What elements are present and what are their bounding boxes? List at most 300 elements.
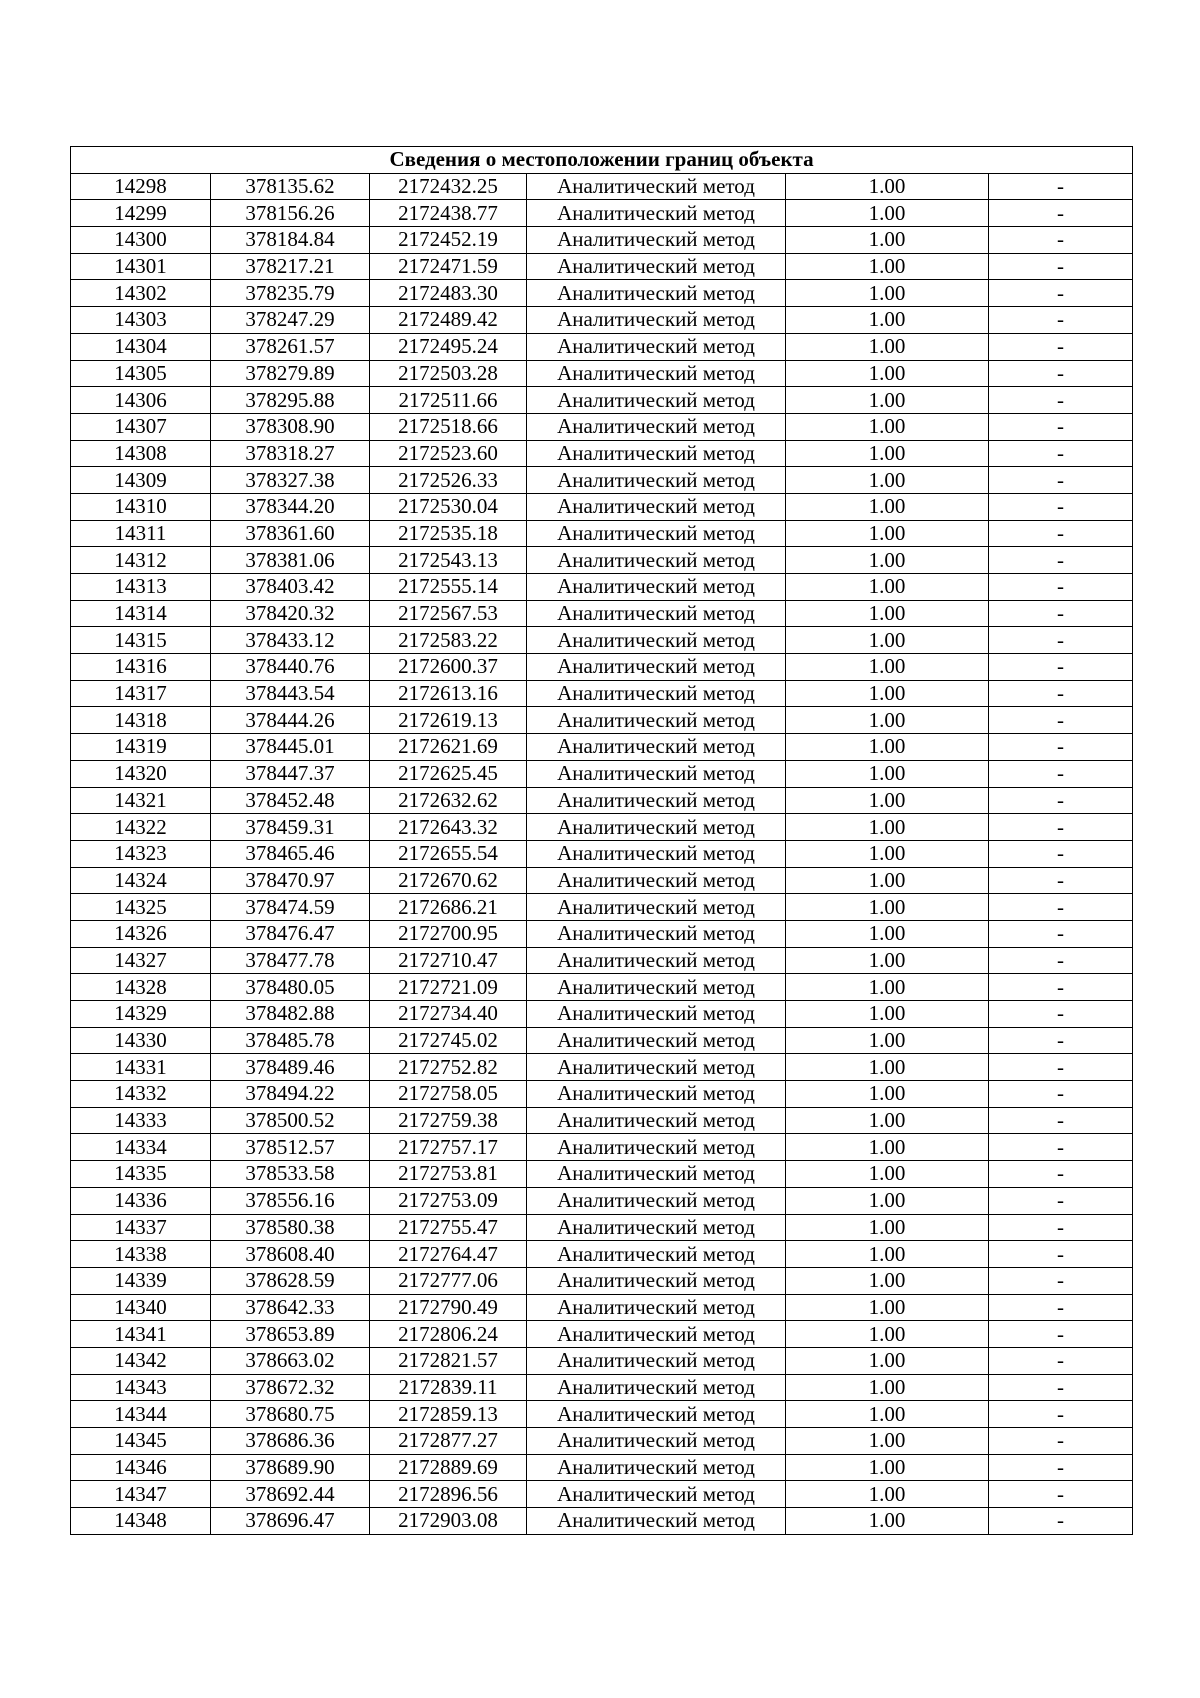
y-coordinate-cell: 2172655.54 <box>370 840 527 867</box>
table-row <box>71 1107 1133 1134</box>
description-cell: - <box>989 894 1133 921</box>
x-coordinate-cell: 378485.78 <box>211 1027 370 1054</box>
description-cell: - <box>989 1081 1133 1108</box>
method-cell: Аналитический метод <box>527 173 786 200</box>
accuracy-cell: 1.00 <box>786 1241 989 1268</box>
x-coordinate-cell: 378247.29 <box>211 307 370 334</box>
x-coordinate-cell: 378420.32 <box>211 600 370 627</box>
accuracy-cell: 1.00 <box>786 333 989 360</box>
description-cell: - <box>989 253 1133 280</box>
accuracy-cell: 1.00 <box>786 1107 989 1134</box>
point-number-cell: 14323 <box>71 840 211 867</box>
accuracy-cell: 1.00 <box>786 680 989 707</box>
table-row <box>71 520 1133 547</box>
description-cell: - <box>989 1508 1133 1535</box>
method-cell: Аналитический метод <box>527 307 786 334</box>
point-number-cell: 14341 <box>71 1321 211 1348</box>
y-coordinate-cell: 2172758.05 <box>370 1081 527 1108</box>
y-coordinate-cell: 2172625.45 <box>370 760 527 787</box>
y-coordinate-cell: 2172755.47 <box>370 1214 527 1241</box>
y-coordinate-cell: 2172764.47 <box>370 1241 527 1268</box>
method-cell: Аналитический метод <box>527 227 786 254</box>
method-cell: Аналитический метод <box>527 1374 786 1401</box>
description-cell: - <box>989 707 1133 734</box>
description-cell: - <box>989 867 1133 894</box>
description-cell: - <box>989 227 1133 254</box>
description-cell: - <box>989 627 1133 654</box>
x-coordinate-cell: 378295.88 <box>211 387 370 414</box>
description-cell: - <box>989 1001 1133 1028</box>
x-coordinate-cell: 378465.46 <box>211 840 370 867</box>
method-cell: Аналитический метод <box>527 574 786 601</box>
table-row <box>71 760 1133 787</box>
document-page <box>70 146 1132 1535</box>
x-coordinate-cell: 378494.22 <box>211 1081 370 1108</box>
point-number-cell: 14344 <box>71 1401 211 1428</box>
accuracy-cell: 1.00 <box>786 1508 989 1535</box>
description-cell: - <box>989 1454 1133 1481</box>
x-coordinate-cell: 378672.32 <box>211 1374 370 1401</box>
y-coordinate-cell: 2172543.13 <box>370 547 527 574</box>
method-cell: Аналитический метод <box>527 627 786 654</box>
accuracy-cell: 1.00 <box>786 1294 989 1321</box>
table-row <box>71 627 1133 654</box>
method-cell: Аналитический метод <box>527 1428 786 1455</box>
point-number-cell: 14305 <box>71 360 211 387</box>
table-row <box>71 1321 1133 1348</box>
point-number-cell: 14311 <box>71 520 211 547</box>
description-cell: - <box>989 814 1133 841</box>
x-coordinate-cell: 378381.06 <box>211 547 370 574</box>
description-cell: - <box>989 493 1133 520</box>
y-coordinate-cell: 2172790.49 <box>370 1294 527 1321</box>
method-cell: Аналитический метод <box>527 1481 786 1508</box>
accuracy-cell: 1.00 <box>786 1187 989 1214</box>
description-cell: - <box>989 200 1133 227</box>
x-coordinate-cell: 378327.38 <box>211 467 370 494</box>
description-cell: - <box>989 1401 1133 1428</box>
accuracy-cell: 1.00 <box>786 1321 989 1348</box>
point-number-cell: 14313 <box>71 574 211 601</box>
accuracy-cell: 1.00 <box>786 173 989 200</box>
point-number-cell: 14328 <box>71 974 211 1001</box>
table-row <box>71 654 1133 681</box>
y-coordinate-cell: 2172432.25 <box>370 173 527 200</box>
accuracy-cell: 1.00 <box>786 200 989 227</box>
y-coordinate-cell: 2172555.14 <box>370 574 527 601</box>
point-number-cell: 14315 <box>71 627 211 654</box>
x-coordinate-cell: 378489.46 <box>211 1054 370 1081</box>
point-number-cell: 14335 <box>71 1161 211 1188</box>
accuracy-cell: 1.00 <box>786 867 989 894</box>
y-coordinate-cell: 2172859.13 <box>370 1401 527 1428</box>
description-cell: - <box>989 1161 1133 1188</box>
x-coordinate-cell: 378663.02 <box>211 1347 370 1374</box>
x-coordinate-cell: 378500.52 <box>211 1107 370 1134</box>
description-cell: - <box>989 1107 1133 1134</box>
description-cell: - <box>989 333 1133 360</box>
point-number-cell: 14316 <box>71 654 211 681</box>
x-coordinate-cell: 378512.57 <box>211 1134 370 1161</box>
accuracy-cell: 1.00 <box>786 1001 989 1028</box>
method-cell: Аналитический метод <box>527 814 786 841</box>
accuracy-cell: 1.00 <box>786 1454 989 1481</box>
method-cell: Аналитический метод <box>527 947 786 974</box>
table-title-row <box>71 147 1133 174</box>
accuracy-cell: 1.00 <box>786 600 989 627</box>
x-coordinate-cell: 378692.44 <box>211 1481 370 1508</box>
point-number-cell: 14343 <box>71 1374 211 1401</box>
x-coordinate-cell: 378156.26 <box>211 200 370 227</box>
description-cell: - <box>989 654 1133 681</box>
accuracy-cell: 1.00 <box>786 894 989 921</box>
table-row <box>71 547 1133 574</box>
method-cell: Аналитический метод <box>527 1001 786 1028</box>
table-title: Сведения о местоположении границ объекта <box>71 147 1133 174</box>
method-cell: Аналитический метод <box>527 894 786 921</box>
method-cell: Аналитический метод <box>527 974 786 1001</box>
table-row <box>71 1374 1133 1401</box>
y-coordinate-cell: 2172483.30 <box>370 280 527 307</box>
method-cell: Аналитический метод <box>527 547 786 574</box>
description-cell: - <box>989 280 1133 307</box>
x-coordinate-cell: 378318.27 <box>211 440 370 467</box>
table-row <box>71 1401 1133 1428</box>
x-coordinate-cell: 378482.88 <box>211 1001 370 1028</box>
point-number-cell: 14306 <box>71 387 211 414</box>
x-coordinate-cell: 378235.79 <box>211 280 370 307</box>
table-row <box>71 1081 1133 1108</box>
method-cell: Аналитический метод <box>527 1081 786 1108</box>
y-coordinate-cell: 2172753.81 <box>370 1161 527 1188</box>
accuracy-cell: 1.00 <box>786 1214 989 1241</box>
point-number-cell: 14333 <box>71 1107 211 1134</box>
y-coordinate-cell: 2172438.77 <box>370 200 527 227</box>
x-coordinate-cell: 378433.12 <box>211 627 370 654</box>
description-cell: - <box>989 1214 1133 1241</box>
description-cell: - <box>989 387 1133 414</box>
description-cell: - <box>989 1481 1133 1508</box>
table-row <box>71 1054 1133 1081</box>
table-row <box>71 360 1133 387</box>
x-coordinate-cell: 378445.01 <box>211 734 370 761</box>
description-cell: - <box>989 1187 1133 1214</box>
y-coordinate-cell: 2172535.18 <box>370 520 527 547</box>
table-row <box>71 200 1133 227</box>
point-number-cell: 14308 <box>71 440 211 467</box>
y-coordinate-cell: 2172670.62 <box>370 867 527 894</box>
table-row <box>71 734 1133 761</box>
accuracy-cell: 1.00 <box>786 520 989 547</box>
accuracy-cell: 1.00 <box>786 574 989 601</box>
table-row <box>71 1161 1133 1188</box>
y-coordinate-cell: 2172583.22 <box>370 627 527 654</box>
table-row <box>71 974 1133 1001</box>
y-coordinate-cell: 2172567.53 <box>370 600 527 627</box>
method-cell: Аналитический метод <box>527 920 786 947</box>
table-row <box>71 440 1133 467</box>
accuracy-cell: 1.00 <box>786 840 989 867</box>
y-coordinate-cell: 2172686.21 <box>370 894 527 921</box>
point-number-cell: 14307 <box>71 413 211 440</box>
description-cell: - <box>989 600 1133 627</box>
method-cell: Аналитический метод <box>527 520 786 547</box>
method-cell: Аналитический метод <box>527 680 786 707</box>
y-coordinate-cell: 2172511.66 <box>370 387 527 414</box>
y-coordinate-cell: 2172643.32 <box>370 814 527 841</box>
accuracy-cell: 1.00 <box>786 547 989 574</box>
method-cell: Аналитический метод <box>527 600 786 627</box>
y-coordinate-cell: 2172752.82 <box>370 1054 527 1081</box>
method-cell: Аналитический метод <box>527 1187 786 1214</box>
y-coordinate-cell: 2172452.19 <box>370 227 527 254</box>
point-number-cell: 14331 <box>71 1054 211 1081</box>
table-row <box>71 1267 1133 1294</box>
description-cell: - <box>989 1347 1133 1374</box>
point-number-cell: 14345 <box>71 1428 211 1455</box>
point-number-cell: 14342 <box>71 1347 211 1374</box>
description-cell: - <box>989 1428 1133 1455</box>
x-coordinate-cell: 378642.33 <box>211 1294 370 1321</box>
table-row <box>71 600 1133 627</box>
y-coordinate-cell: 2172710.47 <box>370 947 527 974</box>
table-row <box>71 814 1133 841</box>
table-row <box>71 253 1133 280</box>
accuracy-cell: 1.00 <box>786 654 989 681</box>
table-row <box>71 840 1133 867</box>
x-coordinate-cell: 378533.58 <box>211 1161 370 1188</box>
x-coordinate-cell: 378474.59 <box>211 894 370 921</box>
description-cell: - <box>989 467 1133 494</box>
method-cell: Аналитический метод <box>527 253 786 280</box>
accuracy-cell: 1.00 <box>786 1054 989 1081</box>
y-coordinate-cell: 2172896.56 <box>370 1481 527 1508</box>
method-cell: Аналитический метод <box>527 867 786 894</box>
method-cell: Аналитический метод <box>527 734 786 761</box>
table-row <box>71 227 1133 254</box>
y-coordinate-cell: 2172619.13 <box>370 707 527 734</box>
description-cell: - <box>989 1027 1133 1054</box>
boundary-coordinates-table <box>70 146 1133 1535</box>
y-coordinate-cell: 2172777.06 <box>370 1267 527 1294</box>
point-number-cell: 14309 <box>71 467 211 494</box>
method-cell: Аналитический метод <box>527 760 786 787</box>
accuracy-cell: 1.00 <box>786 413 989 440</box>
description-cell: - <box>989 947 1133 974</box>
point-number-cell: 14322 <box>71 814 211 841</box>
table-row <box>71 333 1133 360</box>
method-cell: Аналитический метод <box>527 1241 786 1268</box>
y-coordinate-cell: 2172523.60 <box>370 440 527 467</box>
table-row <box>71 1294 1133 1321</box>
accuracy-cell: 1.00 <box>786 947 989 974</box>
y-coordinate-cell: 2172721.09 <box>370 974 527 1001</box>
method-cell: Аналитический метод <box>527 1054 786 1081</box>
x-coordinate-cell: 378444.26 <box>211 707 370 734</box>
point-number-cell: 14332 <box>71 1081 211 1108</box>
accuracy-cell: 1.00 <box>786 974 989 1001</box>
accuracy-cell: 1.00 <box>786 627 989 654</box>
y-coordinate-cell: 2172806.24 <box>370 1321 527 1348</box>
accuracy-cell: 1.00 <box>786 227 989 254</box>
x-coordinate-cell: 378308.90 <box>211 413 370 440</box>
description-cell: - <box>989 1134 1133 1161</box>
point-number-cell: 14347 <box>71 1481 211 1508</box>
description-cell: - <box>989 413 1133 440</box>
accuracy-cell: 1.00 <box>786 734 989 761</box>
method-cell: Аналитический метод <box>527 200 786 227</box>
point-number-cell: 14346 <box>71 1454 211 1481</box>
point-number-cell: 14339 <box>71 1267 211 1294</box>
point-number-cell: 14310 <box>71 493 211 520</box>
table-row <box>71 1508 1133 1535</box>
table-row <box>71 574 1133 601</box>
description-cell: - <box>989 440 1133 467</box>
description-cell: - <box>989 920 1133 947</box>
y-coordinate-cell: 2172518.66 <box>370 413 527 440</box>
y-coordinate-cell: 2172877.27 <box>370 1428 527 1455</box>
description-cell: - <box>989 1321 1133 1348</box>
method-cell: Аналитический метод <box>527 1294 786 1321</box>
table-row <box>71 787 1133 814</box>
x-coordinate-cell: 378556.16 <box>211 1187 370 1214</box>
point-number-cell: 14324 <box>71 867 211 894</box>
accuracy-cell: 1.00 <box>786 253 989 280</box>
accuracy-cell: 1.00 <box>786 280 989 307</box>
x-coordinate-cell: 378608.40 <box>211 1241 370 1268</box>
point-number-cell: 14348 <box>71 1508 211 1535</box>
table-row <box>71 1134 1133 1161</box>
x-coordinate-cell: 378653.89 <box>211 1321 370 1348</box>
method-cell: Аналитический метод <box>527 387 786 414</box>
y-coordinate-cell: 2172471.59 <box>370 253 527 280</box>
x-coordinate-cell: 378261.57 <box>211 333 370 360</box>
table-row <box>71 280 1133 307</box>
table-row <box>71 1481 1133 1508</box>
table-row <box>71 1347 1133 1374</box>
x-coordinate-cell: 378459.31 <box>211 814 370 841</box>
description-cell: - <box>989 680 1133 707</box>
point-number-cell: 14327 <box>71 947 211 974</box>
table-row <box>71 867 1133 894</box>
x-coordinate-cell: 378443.54 <box>211 680 370 707</box>
accuracy-cell: 1.00 <box>786 467 989 494</box>
table-row <box>71 173 1133 200</box>
point-number-cell: 14334 <box>71 1134 211 1161</box>
x-coordinate-cell: 378686.36 <box>211 1428 370 1455</box>
description-cell: - <box>989 1294 1133 1321</box>
table-row <box>71 467 1133 494</box>
accuracy-cell: 1.00 <box>786 493 989 520</box>
method-cell: Аналитический метод <box>527 1401 786 1428</box>
x-coordinate-cell: 378476.47 <box>211 920 370 947</box>
x-coordinate-cell: 378403.42 <box>211 574 370 601</box>
table-body <box>71 173 1133 1534</box>
table-row <box>71 1187 1133 1214</box>
x-coordinate-cell: 378447.37 <box>211 760 370 787</box>
y-coordinate-cell: 2172889.69 <box>370 1454 527 1481</box>
x-coordinate-cell: 378440.76 <box>211 654 370 681</box>
description-cell: - <box>989 734 1133 761</box>
description-cell: - <box>989 974 1133 1001</box>
description-cell: - <box>989 787 1133 814</box>
point-number-cell: 14325 <box>71 894 211 921</box>
y-coordinate-cell: 2172821.57 <box>370 1347 527 1374</box>
method-cell: Аналитический метод <box>527 707 786 734</box>
y-coordinate-cell: 2172734.40 <box>370 1001 527 1028</box>
point-number-cell: 14298 <box>71 173 211 200</box>
method-cell: Аналитический метод <box>527 1321 786 1348</box>
accuracy-cell: 1.00 <box>786 387 989 414</box>
table-row <box>71 1428 1133 1455</box>
accuracy-cell: 1.00 <box>786 707 989 734</box>
table-row <box>71 680 1133 707</box>
x-coordinate-cell: 378184.84 <box>211 227 370 254</box>
accuracy-cell: 1.00 <box>786 1081 989 1108</box>
description-cell: - <box>989 173 1133 200</box>
method-cell: Аналитический метод <box>527 1454 786 1481</box>
point-number-cell: 14329 <box>71 1001 211 1028</box>
accuracy-cell: 1.00 <box>786 1481 989 1508</box>
description-cell: - <box>989 1241 1133 1268</box>
point-number-cell: 14336 <box>71 1187 211 1214</box>
table-row <box>71 947 1133 974</box>
table-row <box>71 307 1133 334</box>
y-coordinate-cell: 2172632.62 <box>370 787 527 814</box>
description-cell: - <box>989 547 1133 574</box>
accuracy-cell: 1.00 <box>786 920 989 947</box>
method-cell: Аналитический метод <box>527 1107 786 1134</box>
point-number-cell: 14302 <box>71 280 211 307</box>
accuracy-cell: 1.00 <box>786 1374 989 1401</box>
x-coordinate-cell: 378361.60 <box>211 520 370 547</box>
point-number-cell: 14319 <box>71 734 211 761</box>
x-coordinate-cell: 378480.05 <box>211 974 370 1001</box>
table-row <box>71 387 1133 414</box>
description-cell: - <box>989 760 1133 787</box>
method-cell: Аналитический метод <box>527 333 786 360</box>
method-cell: Аналитический метод <box>527 360 786 387</box>
point-number-cell: 14301 <box>71 253 211 280</box>
table-row <box>71 1241 1133 1268</box>
point-number-cell: 14318 <box>71 707 211 734</box>
table-row <box>71 1001 1133 1028</box>
point-number-cell: 14299 <box>71 200 211 227</box>
point-number-cell: 14320 <box>71 760 211 787</box>
accuracy-cell: 1.00 <box>786 1428 989 1455</box>
description-cell: - <box>989 840 1133 867</box>
y-coordinate-cell: 2172621.69 <box>370 734 527 761</box>
y-coordinate-cell: 2172745.02 <box>370 1027 527 1054</box>
y-coordinate-cell: 2172503.28 <box>370 360 527 387</box>
method-cell: Аналитический метод <box>527 280 786 307</box>
description-cell: - <box>989 574 1133 601</box>
accuracy-cell: 1.00 <box>786 1027 989 1054</box>
x-coordinate-cell: 378470.97 <box>211 867 370 894</box>
y-coordinate-cell: 2172753.09 <box>370 1187 527 1214</box>
x-coordinate-cell: 378477.78 <box>211 947 370 974</box>
point-number-cell: 14326 <box>71 920 211 947</box>
method-cell: Аналитический метод <box>527 440 786 467</box>
method-cell: Аналитический метод <box>527 413 786 440</box>
accuracy-cell: 1.00 <box>786 760 989 787</box>
x-coordinate-cell: 378628.59 <box>211 1267 370 1294</box>
y-coordinate-cell: 2172495.24 <box>370 333 527 360</box>
accuracy-cell: 1.00 <box>786 360 989 387</box>
accuracy-cell: 1.00 <box>786 814 989 841</box>
point-number-cell: 14317 <box>71 680 211 707</box>
table-row <box>71 920 1133 947</box>
